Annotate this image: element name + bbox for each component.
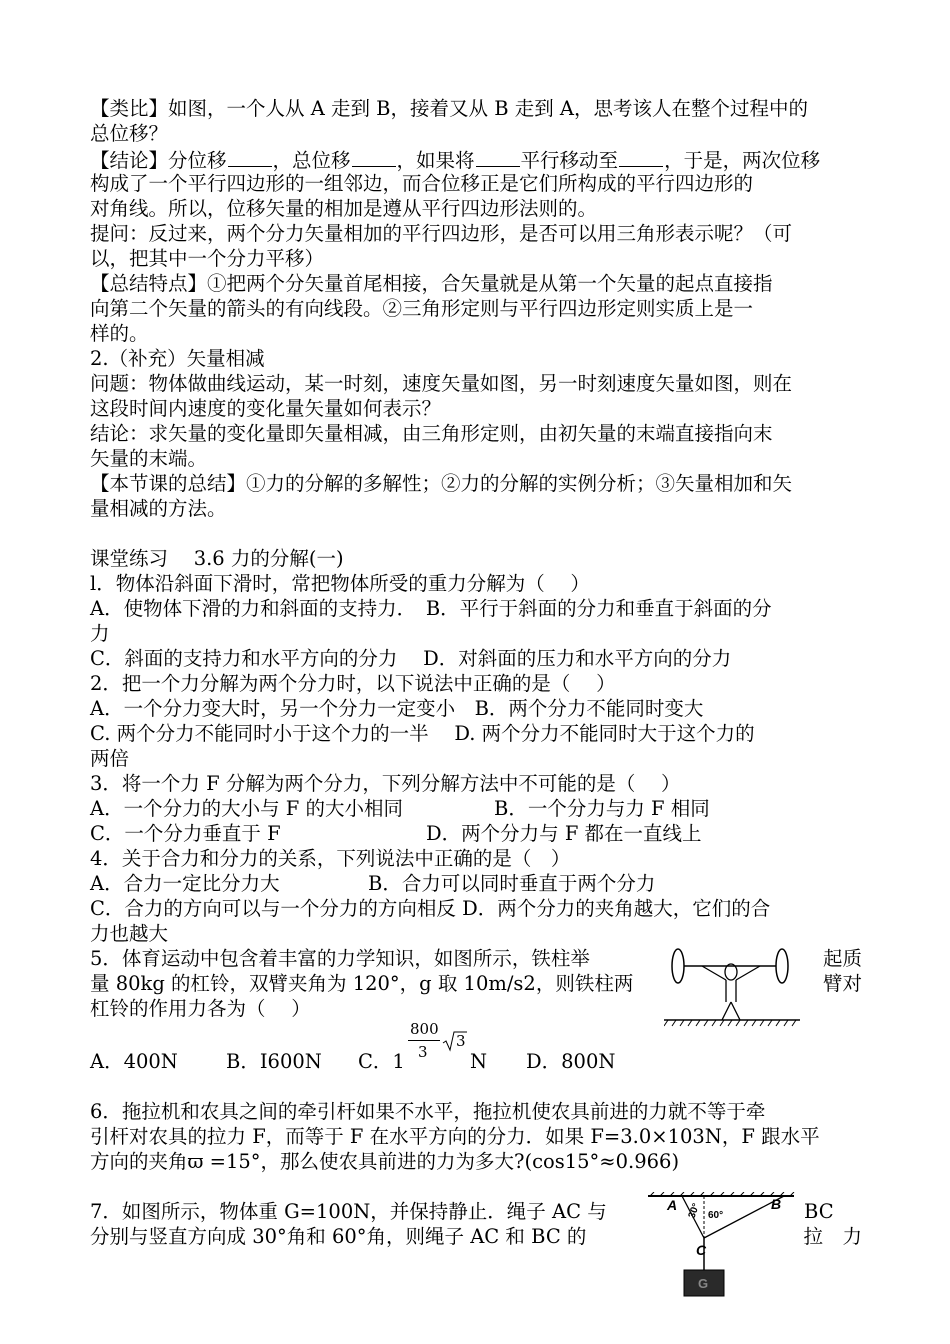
q3-options-cd [90,821,862,846]
q1-options-cd: C．斜面的支持力和水平方向的分力 D．对斜面的压力和水平方向的分力 [90,647,732,670]
q5-option-d: D．800N [526,1050,616,1073]
q3-option-b: B．一个分力与力 F 相同 [494,797,710,820]
q5-option-a: A．400N [90,1050,178,1073]
q5-text-2: 量 80kg 的杠铃，双臂夹角为 120°，g 取 10m/s2，则铁柱两 [90,972,634,995]
document-page [90,96,862,1249]
q7-text-2-right: 拉 力 [803,1225,862,1248]
question-line-2: 以，把其中一个分力平移） [90,247,325,270]
fraction-numerator: 800 [410,1020,439,1038]
q6-line-3: 方向的夹角ϖ =15°，那么使农具前进的力为多大?(cos15°≈0.966) [90,1150,680,1173]
hanging-weight-figure [648,1192,796,1298]
lesson-summary-2: 量相减的方法。 [90,497,227,520]
fig-label-c: C [696,1242,707,1258]
subtraction-conclusion-2: 矢量的末端。 [90,447,208,470]
q5-line-3: 杠铃的作用力各为（ ） [90,997,311,1020]
fraction-denominator: 3 [418,1043,428,1061]
conclusion-text-2: ，总位移 [272,149,351,172]
q7-text-1: 7．如图所示，物体重 G=100N，并保持静止．绳子 AC 与 [90,1200,607,1223]
summary-line-3: 样的。 [90,322,149,345]
q3-option-c: C．一个分力垂直于 F [90,822,281,845]
q2-stem: 2．把一个力分解为两个分力时，以下说法中正确的是（ ） [90,672,616,695]
fig-angle-30: 30° [686,1201,703,1220]
analogy-line-1: 【类比】如图，一个人从 A 走到 B，接着又从 B 走到 A，思考该人在整个过程中的 [90,97,809,120]
subtraction-question-1: 问题：物体做曲线运动，某一时刻，速度矢量如图，另一时刻速度矢量如图，则在 [90,372,793,395]
blank-1 [228,146,272,167]
q5-option-c: C．1 [358,1050,405,1073]
fig-label-g: G [698,1276,709,1291]
weightlifter-figure [664,942,804,1034]
subtraction-question-2: 这段时间内速度的变化量矢量如何表示？ [90,397,442,420]
q5-fraction [408,1020,478,1064]
q2-options-ab: A．一个分力变大时，另一个分力一定变小 B．两个分力不能同时变大 [90,697,704,720]
blank-4 [619,146,663,167]
q2-options-cd: C. 两个分力不能同时小于这个力的一半 D. 两个分力不能同时大于这个力的 [90,722,755,745]
conclusion-text-4: 平行移动至 [520,149,619,172]
q5-text-1: 5．体育运动中包含着丰富的力学知识，如图所示，铁柱举 [90,947,590,970]
q5-option-b: B．I600N [226,1050,322,1073]
q5-text-1-right: 起质 [822,947,862,970]
q5-option-c-unit: N [470,1050,488,1073]
q3-options-ab [90,796,862,821]
fig-label-a: A [667,1197,678,1213]
q4-option-a: A．合力一定比分力大 [90,872,280,895]
exercise-title: 课堂练习 3.6 力的分解(一) [90,547,344,570]
q3-option-a: A．一个分力的大小与 F 的大小相同 [90,797,404,820]
blank-3 [476,146,520,167]
fig-label-b: B [771,1196,782,1212]
fig-angle-60: 60° [708,1210,724,1221]
q6-line-1: 6．拖拉机和农具之间的牵引杆如果不水平，拖拉机使农具前进的力就不等于牵 [90,1100,766,1123]
subtraction-conclusion-1: 结论：求矢量的变化量即矢量相减，由三角形定则，由初矢量的末端直接指向末 [90,422,773,445]
conclusion-text-1: 【结论】分位移 [90,149,227,172]
q4-option-b: B．合力可以同时垂直于两个分力 [368,872,656,895]
q4-stem: 4．关于合力和分力的关系，下列说法中正确的是（ ） [90,847,571,870]
summary-line-1: 【总结特点】①把两个分矢量首尾相接，合矢量就是从第一个矢量的起点直接指 [90,272,773,295]
q7-text-1-right: BC [804,1200,834,1223]
conclusion-text-3: ，如果将 [396,149,475,172]
q4-options-cd-cont: 力也越大 [90,922,169,945]
q3-option-d: D．两个分力与 F 都在一直线上 [426,822,702,845]
summary-line-2: 向第二个矢量的箭头的有向线段。②三角形定则与平行四边形定则实质上是一 [90,297,754,320]
q3-stem: 3．将一个力 F 分解为两个分力，下列分解方法中不可能的是（ ） [90,772,681,795]
q4-options-cd: C．合力的方向可以与一个分力的方向相反 D．两个分力的夹角越大，它们的合 [90,897,771,920]
q2-options-cd-cont: 两倍 [90,747,130,770]
conclusion-line-3: 对角线。所以，位移矢量的相加是遵从平行四边形法则的。 [90,197,598,220]
q5-text-2-right: 臂对 [822,972,862,995]
conclusion-text-5: ，于是，两次位移 [664,149,821,172]
q6-line-2: 引杆对农具的拉力 F，而等于 F 在水平方向的分力．如果 F=3.0×103N，F 跟水平 [90,1125,820,1148]
lesson-summary-1: 【本节课的总结】①力的分解的多解性；②力的分解的实例分析；③矢量相加和矢 [90,472,793,495]
q1-options-ab: A．使物体下滑的力和斜面的支持力． B．平行于斜面的分力和垂直于斜面的分 [90,597,772,620]
analogy-line-2: 总位移？ [90,122,169,145]
conclusion-line-2: 构成了一个平行四边形的一组邻边，而合位移正是它们所构成的平行四边形的 [90,172,754,195]
question-line-1: 提问：反过来，两个分力矢量相加的平行四边形，是否可以用三角形表示呢？（可 [90,222,793,245]
q7-text-2: 分别与竖直方向成 30°角和 60°角，则绳子 AC 和 BC 的 [90,1225,587,1248]
sqrt-radicand: 3 [456,1032,466,1050]
q1-options-ab-cont: 力 [90,622,110,645]
subtraction-title: 2.（补充）矢量相减 [90,347,265,370]
blank-2 [352,146,396,167]
q1-stem: l．物体沿斜面下滑时，常把物体所受的重力分解为（ ） [90,572,590,595]
conclusion-line-1 [90,146,862,171]
q4-options-ab [90,871,862,896]
